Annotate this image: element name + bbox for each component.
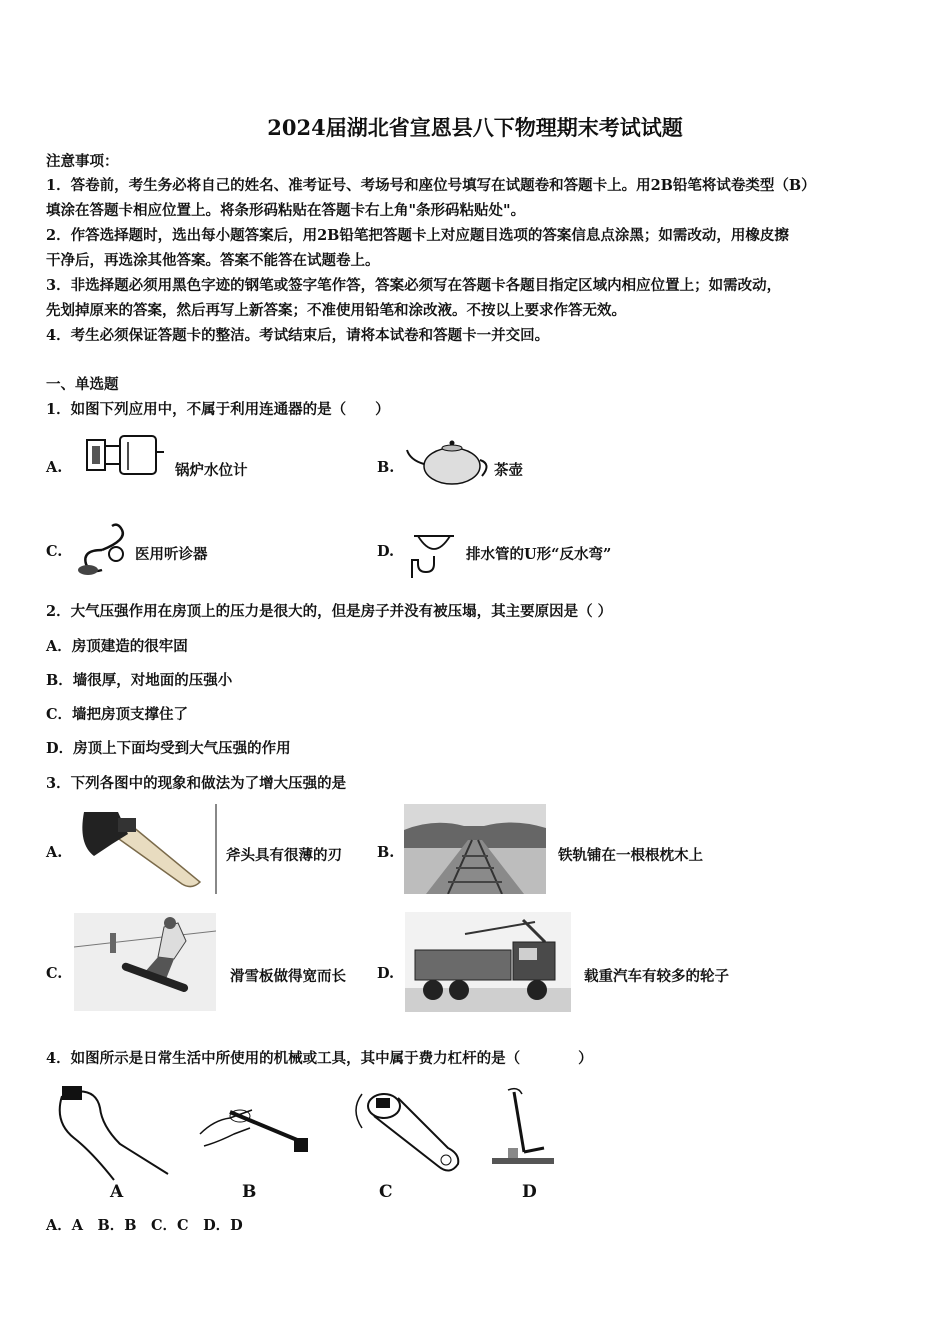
q3-option-c-text: 滑雪板做得宽而长 (230, 968, 346, 985)
notice-item-1-line-2: 填涂在答题卡相应位置上。将条形码粘贴在答题卡右上角"条形码粘贴处"。 (46, 202, 526, 219)
stethoscope-image (72, 520, 134, 578)
q3-option-b-label: B. (377, 844, 395, 861)
q1-option-a-text: 锅炉水位计 (175, 462, 248, 479)
q4-stem: 4．如图所示是日常生活中所使用的机械或工具，其中属于费力杠杆的是（ ） (46, 1050, 593, 1067)
q3-stem: 3．下列各图中的现象和做法为了增大压强的是 (46, 775, 347, 792)
pincers-figure (52, 1082, 172, 1182)
q2-option-c: C．墙把房顶支撑住了 (46, 706, 189, 723)
q3-option-c-label: C. (46, 965, 63, 982)
q1-option-d-text: 排水管的U形“反水弯” (466, 546, 612, 563)
railway-track-image (404, 804, 546, 894)
q3-option-d-label: D. (377, 965, 395, 982)
q2-option-a: A．房顶建造的很牢固 (46, 638, 188, 655)
snowboard-image (74, 913, 216, 1011)
axe-image (72, 804, 218, 894)
q3-option-a-label: A. (46, 844, 63, 861)
q1-option-a-label: A. (46, 459, 63, 476)
q1-option-b-label: B. (377, 459, 395, 476)
q4-figure-label-d: D (522, 1182, 537, 1202)
q3-option-b-text: 铁轨铺在一根根枕木上 (558, 847, 703, 864)
q1-option-b-text: 茶壶 (494, 462, 523, 479)
notice-item-2-line-1: 2．作答选择题时，选出每小题答案后，用2B铅笔把答题卡上对应题目选项的答案信息点涂黑；如需改动，用橡皮擦 (46, 227, 789, 244)
q3-option-a-text: 斧头具有很薄的刃 (226, 847, 342, 864)
q2-option-d: D．房顶上下面均受到大气压强的作用 (46, 740, 291, 757)
q1-option-c-text: 医用听诊器 (135, 546, 208, 563)
q4-figure-label-a: A (110, 1182, 124, 1202)
q2-option-b: B．墙很厚，对地面的压强小 (46, 672, 233, 689)
q4-figure-label-b: B (242, 1182, 257, 1202)
bottle-opener-figure (346, 1084, 462, 1182)
notice-item-4: 4．考生必须保证答题卡的整洁。考试结束后，请将本试卷和答题卡一并交回。 (46, 327, 550, 344)
q1-stem: 1．如图下列应用中，不属于利用连通器的是（ ） (46, 401, 390, 418)
crowbar-figure (488, 1082, 558, 1168)
section-heading: 一、单选题 (46, 376, 119, 393)
teapot-image (404, 438, 494, 488)
hand-tool-b-figure (190, 1090, 318, 1160)
notice-item-3-line-2: 先划掉原来的答案，然后再写上新答案；不准使用铅笔和涂改液。不按以上要求作答无效。 (46, 302, 626, 319)
q1-option-d-label: D. (377, 543, 395, 560)
q2-stem: 2．大气压强作用在房顶上的压力是很大的，但是房子并没有被压塌，其主要原因是（ ） (46, 603, 613, 620)
notice-item-3-line-1: 3．非选择题必须用黑色字迹的钢笔或签字笔作答，答案必须写在答题卡各题目指定区域内相应位置上；如需改动， (46, 277, 782, 294)
page-title: 2024届湖北省宣恩县八下物理期末考试试题 (267, 115, 683, 140)
boiler-gauge-image (82, 432, 167, 482)
q1-option-c-label: C. (46, 543, 63, 560)
heavy-truck-image (405, 912, 571, 1012)
q4-options: A．A B．B C．C D．D (46, 1217, 243, 1234)
notice-item-2-line-2: 干净后，再选涂其他答案。答案不能答在试题卷上。 (46, 252, 380, 269)
q4-figure-label-c: C (379, 1182, 393, 1202)
notice-heading: 注意事项： (46, 153, 119, 170)
q3-option-d-text: 载重汽车有较多的轮子 (584, 968, 729, 985)
notice-item-1-line-1: 1．答卷前，考生务必将自己的姓名、准考证号、考场号和座位号填写在试题卷和答题卡上。用2B铅笔将试卷类型（B） (46, 177, 816, 194)
drain-trap-image (404, 528, 466, 580)
